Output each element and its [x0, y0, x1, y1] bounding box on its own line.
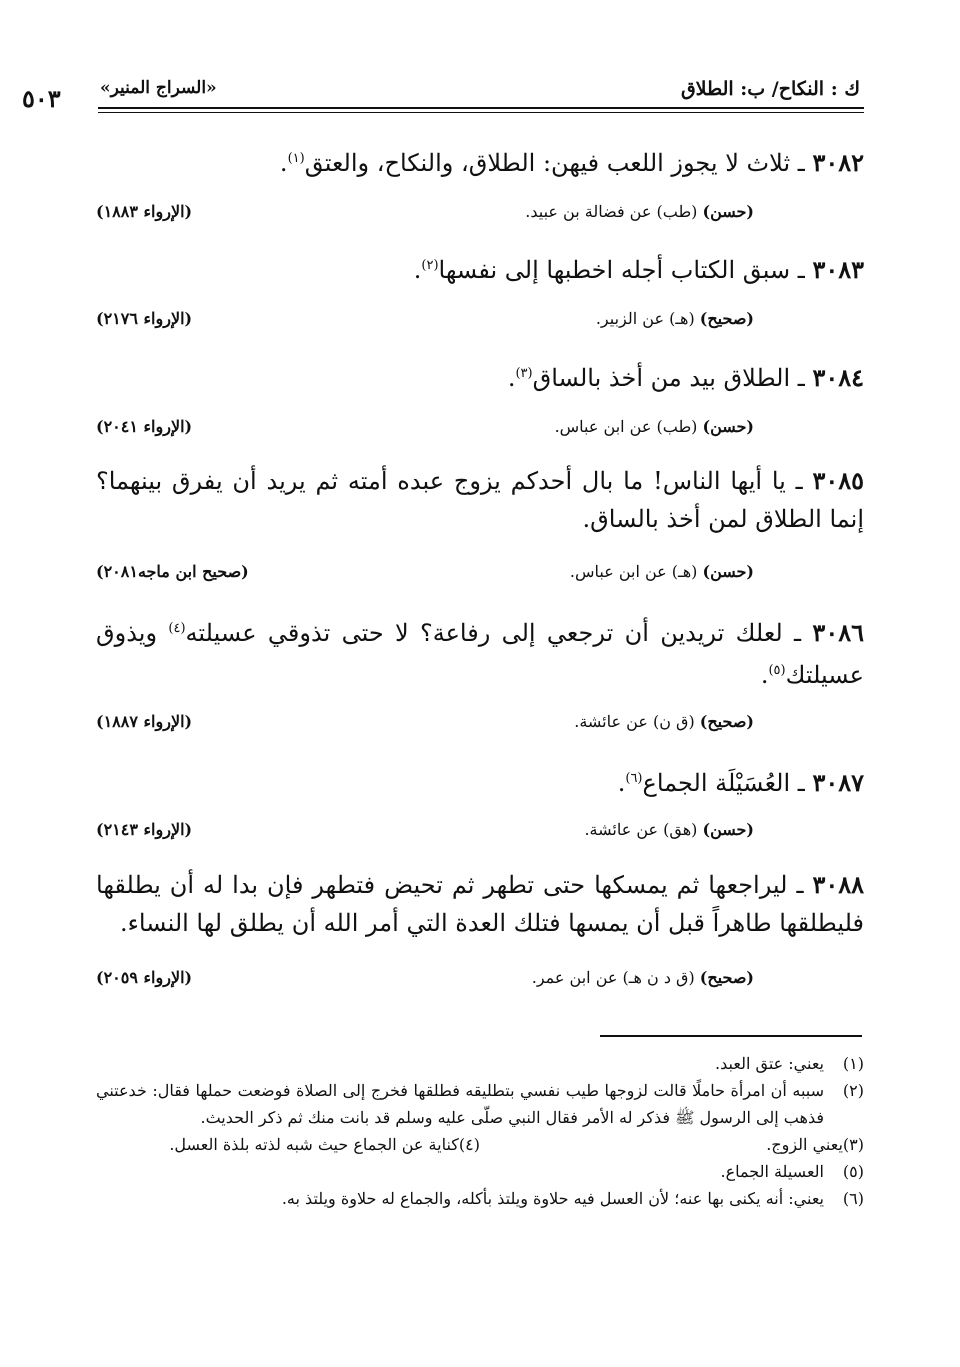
hadith-body: يا أيها الناس! ما بال أحدكم يزوج عبده أمته ثم يريد أن يفرق بينهما؟ إنما الطلاق لمن أخذ بالساق. — [96, 467, 864, 533]
hadith-source — [574, 712, 754, 731]
hadith-number: ٣٠٨٢ — [812, 148, 864, 177]
hadith-number: ٣٠٨٧ — [812, 768, 864, 797]
footnote — [96, 1158, 864, 1185]
hadith-tail: . — [507, 364, 516, 392]
hadith-reference: (الإرواء ٢١٤٣) — [96, 820, 193, 839]
footnote — [96, 1077, 864, 1131]
footnote — [96, 1050, 864, 1077]
hadith-number: ٣٠٨٨ — [812, 870, 864, 899]
hadith-body: ثلاث لا يجوز اللعب فيهن: الطلاق، والنكاح، والعتق — [304, 149, 791, 177]
hadith-entry — [96, 866, 864, 987]
hadith-narrator: (طب) عن فضالة بن عبيد. — [525, 202, 698, 221]
footnote-number: (٢) — [842, 1081, 864, 1100]
hadith-body: ليراجعها ثم يمسكها حتى تطهر ثم تحيض فتطهر فإن بدا له أن يطلقها فليطلقها طاهراً قبل أن يمسها فتلك العدة التي أمر الله أن يطلق لها النساء. — [96, 871, 864, 937]
header-rule-thin — [98, 112, 864, 113]
hadith-narrator: (هق) عن عائشة. — [584, 820, 698, 839]
hadith-narrator: (ق ن) عن عائشة. — [574, 712, 695, 731]
hadith-text: ٣٠٨٧ ـ العُسَيْلَة الجماع$^{(٦)}$. — [617, 768, 864, 797]
footnote-number: (٦) — [842, 1189, 864, 1208]
book-title: «السراج المنير» — [100, 78, 217, 98]
hadith-reference: (الإرواء ٢٠٥٩) — [96, 968, 193, 987]
hadith-body: العُسَيْلَة الجماع — [642, 769, 791, 797]
footnote — [96, 1131, 480, 1158]
hadith-reference: (الإرواء ١٨٨٧) — [96, 712, 193, 731]
footnote-marker: (٢) — [421, 258, 439, 273]
footnote-marker: (٥) — [768, 663, 786, 678]
header-rule-thick — [98, 107, 864, 109]
hadith-source — [596, 309, 754, 328]
hadith-number: ٣٠٨٦ — [812, 618, 864, 647]
hadith-grade: (صحيح) — [699, 309, 754, 328]
footnote — [480, 1131, 864, 1158]
hadith-source — [584, 820, 754, 839]
hadith-tail: ويذوق عسيلتك — [96, 619, 864, 689]
footnote-number: (٤) — [458, 1135, 480, 1154]
hadith-narrator: (طب) عن ابن عباس. — [554, 417, 698, 436]
hadith-source — [570, 562, 754, 581]
hadith-number: ٣٠٨٤ — [812, 363, 864, 392]
hadith-reference: (الإرواء ٢٠٤١) — [96, 417, 193, 436]
footnote-number: (٣) — [842, 1135, 864, 1154]
footnote-marker: (٤) — [168, 621, 186, 636]
hadith-text: ٣٠٨٣ ـ سبق الكتاب أجله اخطبها إلى نفسها$^{(٢)}$. — [413, 255, 864, 284]
hadith-tail-end: . — [760, 661, 769, 689]
hadith-tail: . — [279, 149, 288, 177]
footnote-separator — [600, 1035, 862, 1037]
hadith-number: ٣٠٨٣ — [812, 255, 864, 284]
hadith-reference: (الإرواء ١٨٨٣) — [96, 202, 193, 221]
hadith-text: ٣٠٨٢ ـ ثلاث لا يجوز اللعب فيهن: الطلاق، والنكاح، والعتق$^{(١)}$. — [279, 148, 864, 177]
hadith-tail: . — [617, 769, 626, 797]
hadith-entry — [96, 610, 864, 731]
hadith-grade: (حسن) — [702, 562, 754, 581]
hadith-number: ٣٠٨٥ — [812, 466, 864, 495]
footnote-text: يعني الزوج. — [766, 1135, 843, 1154]
hadith-entry — [96, 760, 864, 839]
hadith-entry — [96, 355, 864, 436]
hadith-entry — [96, 462, 864, 581]
footnote-number: (٥) — [842, 1162, 864, 1181]
chapter-title: ك : النكاح/ ب: الطلاق — [680, 78, 860, 100]
hadith-narrator: (ق د ن هـ) عن ابن عمر. — [531, 968, 695, 987]
footnote-marker: (٣) — [515, 366, 533, 381]
hadith-source — [555, 417, 754, 436]
footnote-marker: (٦) — [625, 771, 643, 786]
hadith-text: ٣٠٨٤ ـ الطلاق بيد من أخذ بالساق$^{(٣)}$. — [507, 363, 864, 392]
page-number: ٥٠٣ — [22, 84, 61, 113]
hadith-reference: (الإرواء ٢١٧٦) — [96, 309, 193, 328]
running-header — [22, 78, 860, 113]
hadith-tail: . — [413, 256, 422, 284]
hadith-grade: (صحيح) — [699, 968, 754, 987]
footnote-pair — [96, 1131, 864, 1158]
hadith-source — [532, 968, 754, 987]
hadith-entry — [96, 247, 864, 328]
hadith-text: ٣٠٨٦ ـ لعلك تريدين أن ترجعي إلى رفاعة؟ لا حتى تذوقي عسيلته$^{(٤)}$ ويذوق عسيلتك$^{(٥)}$. — [96, 618, 864, 689]
footnote-text: العسيلة الجماع. — [720, 1162, 824, 1181]
footnote-text: يعني: عتق العبد. — [715, 1054, 824, 1073]
hadith-grade: (صحيح) — [699, 712, 754, 731]
footnotes — [96, 1050, 864, 1212]
footnote — [96, 1185, 864, 1212]
hadith-text: ٣٠٨٥ ـ يا أيها الناس! ما بال أحدكم يزوج عبده أمته ثم يريد أن يفرق بينهما؟ إنما الطلاق لمن أخذ بالساق. — [96, 466, 864, 533]
hadith-entry — [96, 140, 864, 221]
footnote-text: يعني: أنه يكنى بها عنه؛ لأن العسل فيه حلاوة ويلتذ بأكله، والجماع له حلاوة ويلتذ به. — [281, 1189, 824, 1208]
hadith-reference: (صحيح ابن ماجه٢٠٨١) — [96, 562, 249, 581]
hadith-text: ٣٠٨٨ ـ ليراجعها ثم يمسكها حتى تطهر ثم تحيض فتطهر فإن بدا له أن يطلقها فليطلقها طاهراً قبل أن يمسها فتلك العدة التي أمر الله أن يطلق لها النساء. — [96, 870, 864, 937]
hadith-grade: (حسن) — [702, 202, 754, 221]
hadith-narrator: (هـ) عن الزبير. — [595, 309, 695, 328]
hadith-source — [525, 202, 754, 221]
hadith-narrator: (هـ) عن ابن عباس. — [569, 562, 698, 581]
footnote-text: سببه أن امرأة حاملًا قالت لزوجها طيب نفسي بتطليقه فطلقها فخرج إلى الصلاة فوضعت حملها فقال: خدعتني فذهب إلى الرسول ﷺ فذكر له الأمر فقال النبي صلّى عليه وسلم قد بانت منك ثم ذكر الحديث. — [96, 1081, 824, 1127]
hadith-grade: (حسن) — [702, 417, 754, 436]
hadith-body: لعلك تريدين أن ترجعي إلى رفاعة؟ لا حتى تذوقي عسيلته — [185, 619, 783, 647]
footnote-text: كناية عن الجماع حيث شبه لذته بلذة العسل. — [169, 1135, 459, 1154]
footnote-marker: (١) — [287, 151, 305, 166]
footnote-number: (١) — [842, 1054, 864, 1073]
hadith-body: سبق الكتاب أجله اخطبها إلى نفسها — [438, 256, 791, 284]
hadith-body: الطلاق بيد من أخذ بالساق — [532, 364, 791, 392]
hadith-grade: (حسن) — [702, 820, 754, 839]
